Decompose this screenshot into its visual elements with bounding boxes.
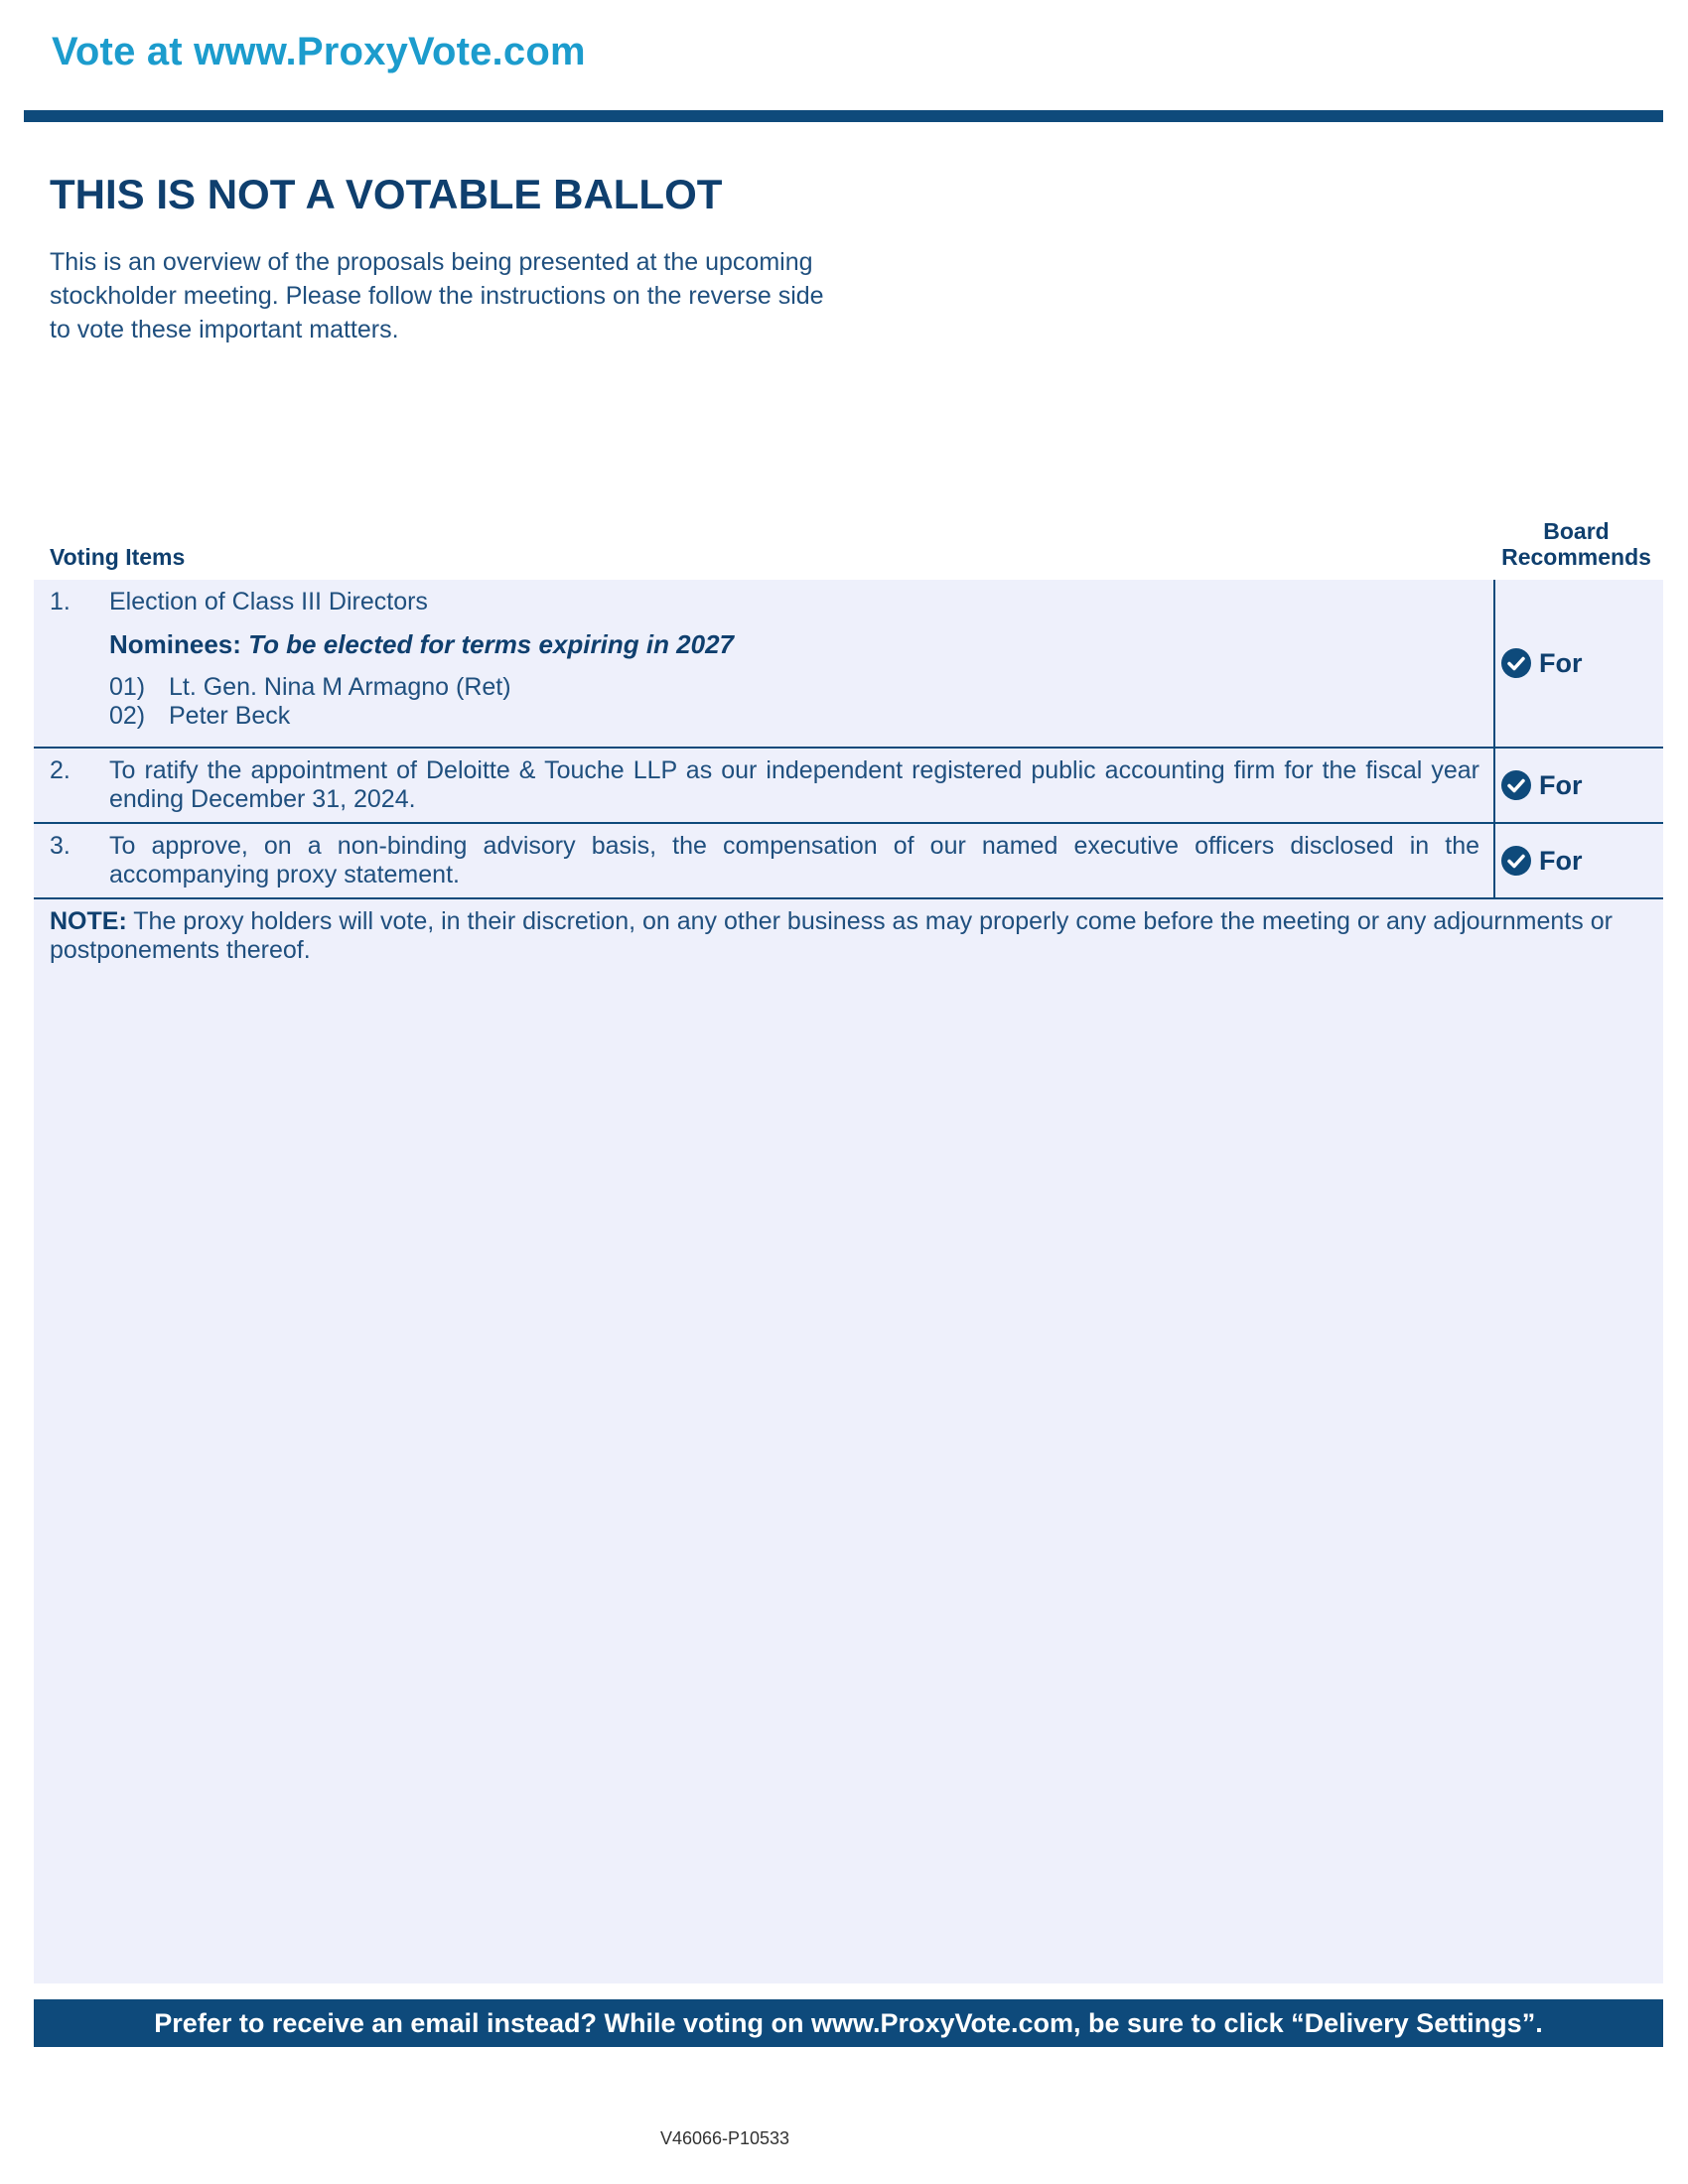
email-delivery-banner (34, 1999, 1663, 2047)
document-code: V46066-P10533 (659, 2128, 790, 2148)
item-text: Election of Class III Directors (109, 588, 428, 615)
recommendation-text: For (1539, 647, 1583, 678)
recommendation-cell (1495, 824, 1663, 897)
intro-paragraph: This is an overview of the proposals being presented at the upcoming stockholder meeting. Please follow the instructions on the reverse side to vote these important matters. (50, 248, 824, 343)
item-text: To approve, on a non-binding advisory basis, the compensation of our named executive officers disclosed in the accompanying proxy statement. (109, 832, 1479, 888)
voting-item-row (34, 580, 1663, 749)
recommendation-text: For (1539, 769, 1583, 800)
item-number: 2. (50, 756, 70, 784)
check-circle-icon (1501, 770, 1531, 800)
recommendation-cell (1495, 749, 1663, 822)
nominee-number: 01) (109, 673, 146, 701)
nominee-item (109, 702, 1479, 731)
item-number: 3. (50, 832, 70, 860)
check-circle-icon (1501, 648, 1531, 678)
nominees-heading (109, 630, 1479, 659)
page-title: THIS IS NOT A VOTABLE BALLOT (50, 171, 723, 217)
header-rule (24, 110, 1663, 122)
note-row (34, 899, 1663, 975)
note-text: The proxy holders will vote, in their discretion, on any other business as may properly come before the meeting or any adjournments or postponements thereof. (50, 907, 1613, 964)
email-prompt-text: Prefer to receive an email instead? While voting on www.ProxyVote.com, be sure to click “Delivery Settings”. (154, 2007, 1543, 2038)
voting-item-cell (34, 749, 1495, 822)
vote-url-header: Vote at www.ProxyVote.com (52, 30, 586, 73)
item-text: To ratify the appointment of Deloitte & Touche LLP as our independent registered public accounting firm for the fiscal year ending December 31, 2024. (109, 756, 1479, 813)
nominee-item (109, 673, 1479, 702)
blank-panel (34, 973, 1663, 1983)
board-recommends-header: Board Recommends (1501, 518, 1651, 570)
nominee-number: 02) (109, 702, 146, 730)
voting-items-header: Voting Items (50, 544, 186, 570)
item-number: 1. (50, 588, 70, 615)
voting-items-table (34, 580, 1663, 975)
voting-item-row (34, 824, 1663, 899)
voting-item-cell (34, 580, 1495, 747)
nominees-term: To be elected for terms expiring in 2027 (248, 629, 735, 659)
check-circle-icon (1501, 846, 1531, 876)
recommendation-cell (1495, 580, 1663, 747)
note-label: NOTE: (50, 907, 127, 935)
voting-item-cell (34, 824, 1495, 897)
recommendation-text: For (1539, 845, 1583, 876)
voting-item-row (34, 749, 1663, 824)
nominee-name: Lt. Gen. Nina M Armagno (Ret) (169, 673, 511, 701)
nominees-label: Nominees: (109, 629, 241, 659)
nominee-name: Peter Beck (169, 702, 291, 730)
